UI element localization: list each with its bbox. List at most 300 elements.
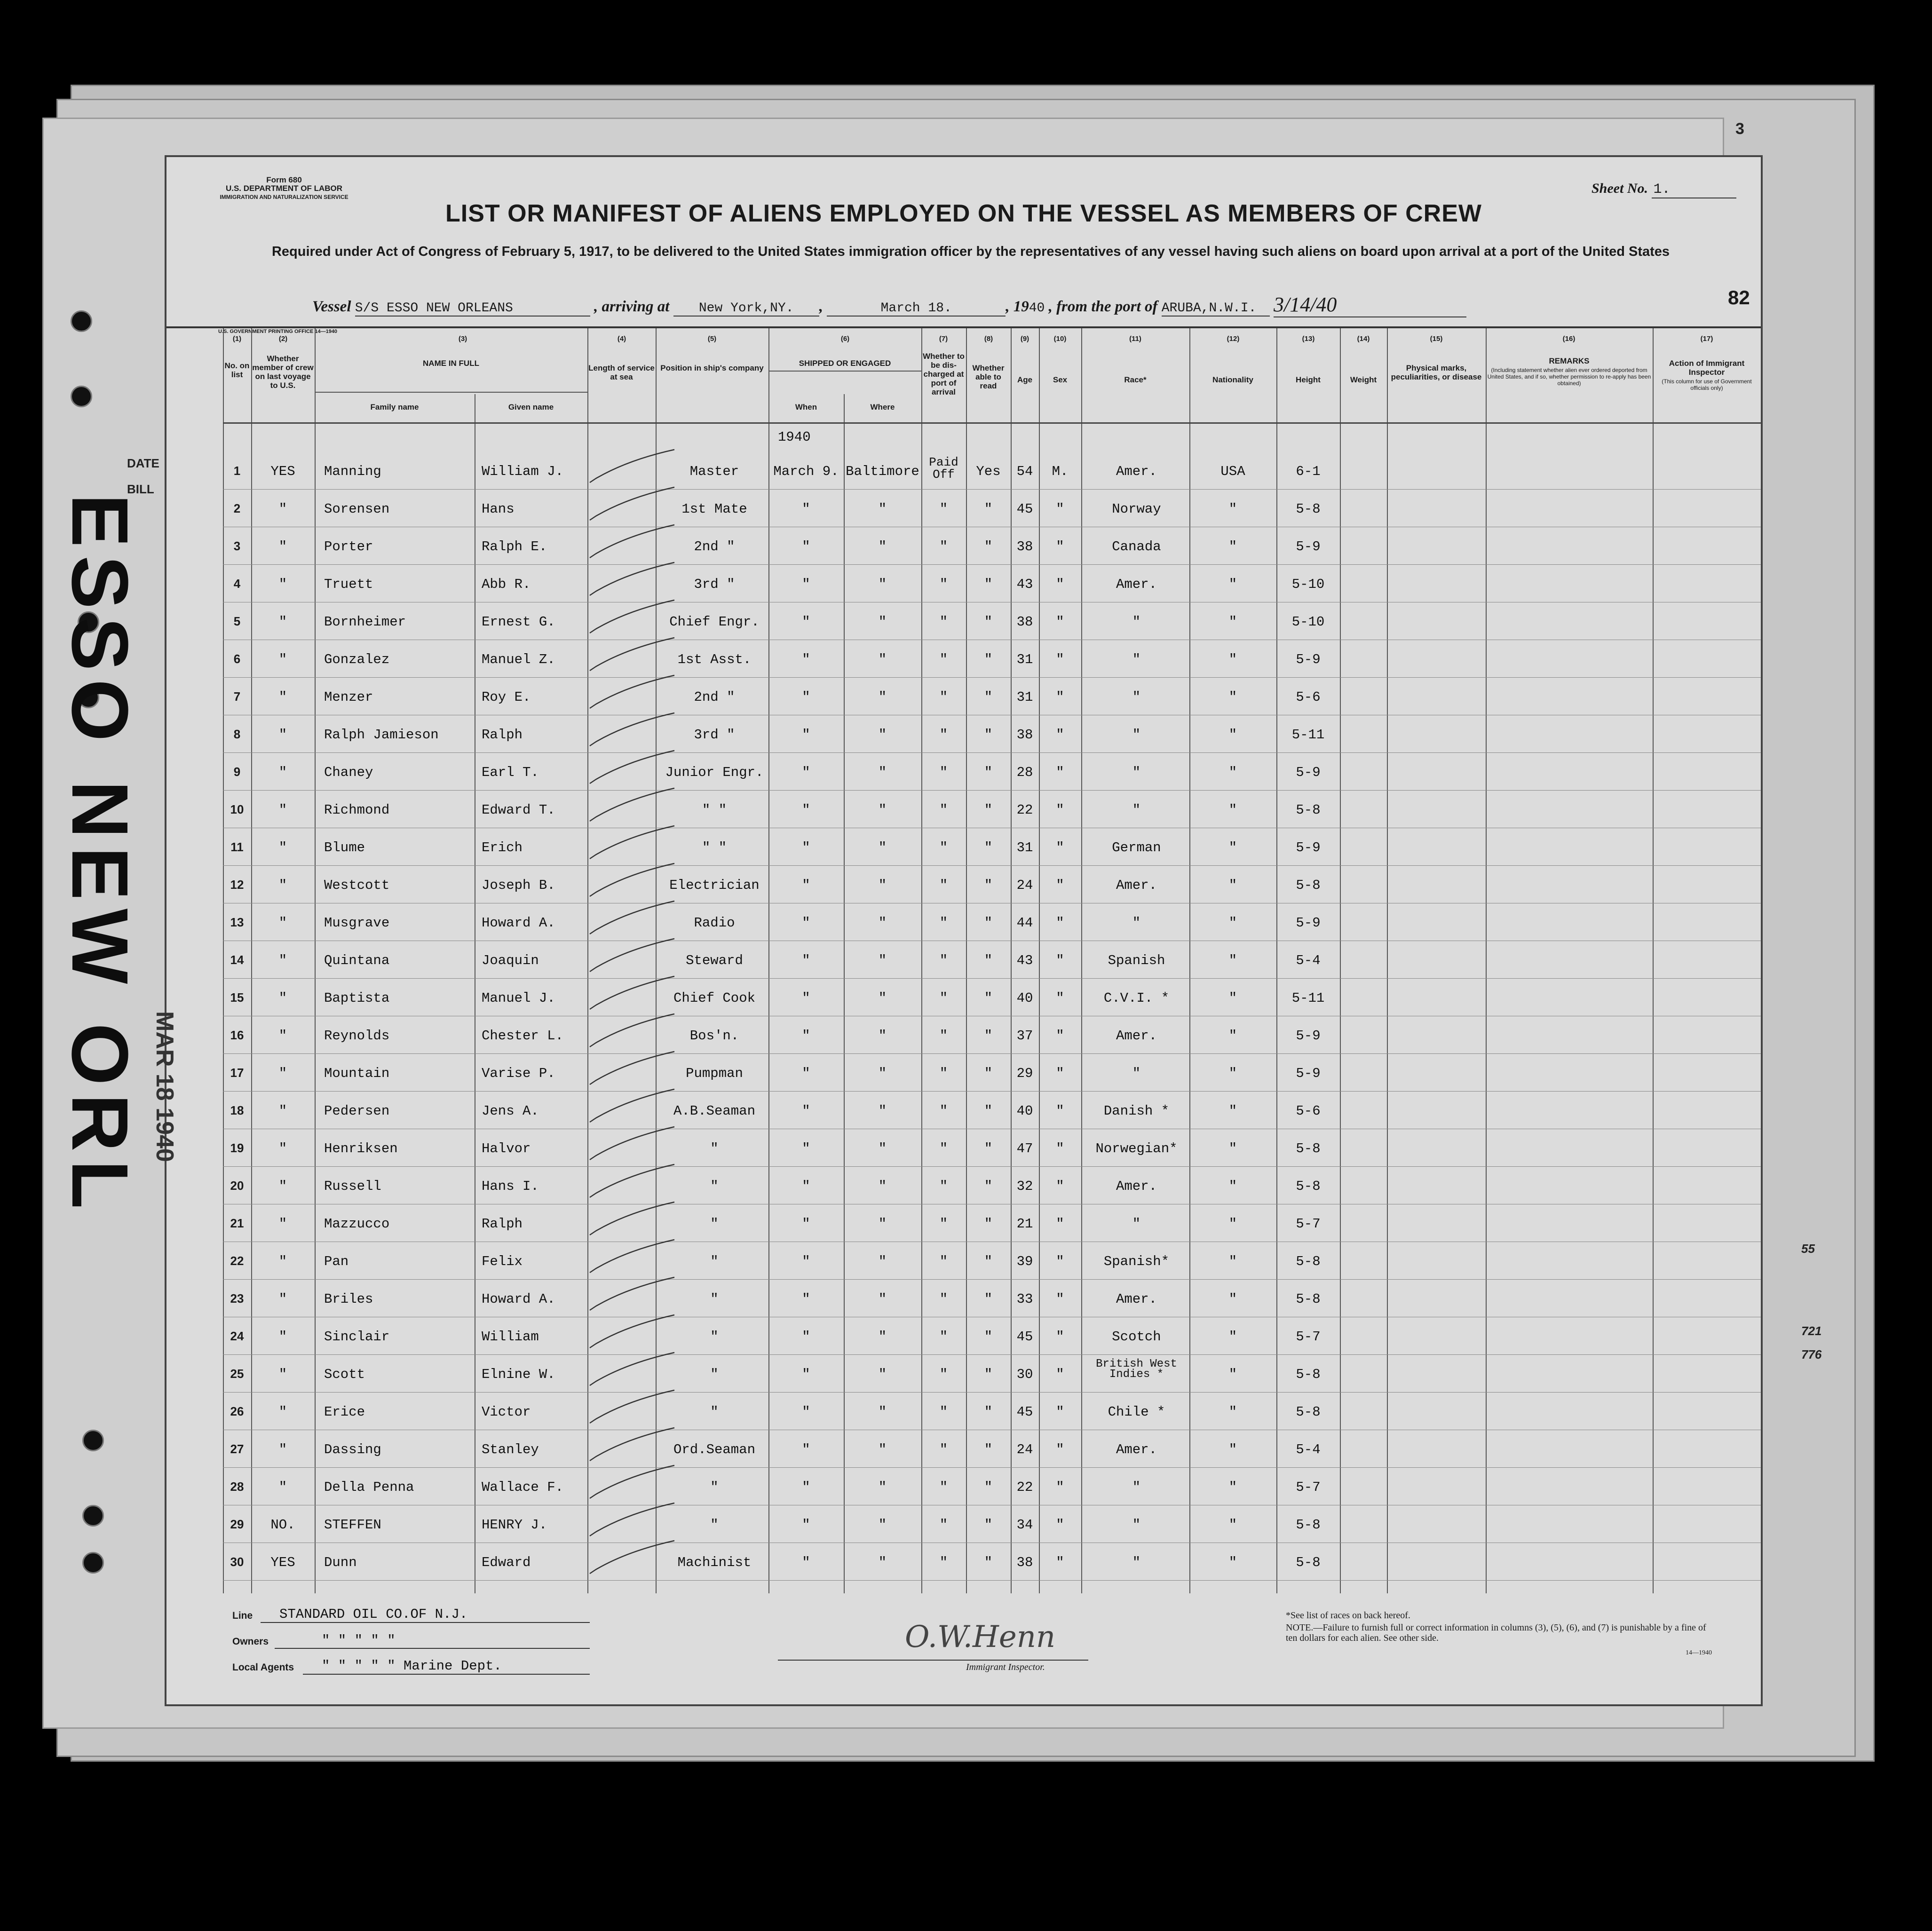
cell-height: 5-8 (1296, 1254, 1321, 1269)
cell-given: Halvor (482, 1141, 531, 1156)
cell-discharged: " (939, 1141, 948, 1156)
cell-read: " (984, 840, 993, 855)
cell-discharged: " (939, 727, 948, 743)
cell-age: 30 (1016, 1367, 1033, 1382)
cell-when: " (802, 1555, 810, 1570)
cell-sex: " (1056, 727, 1064, 743)
cell-given: HENRY J. (482, 1517, 547, 1533)
cell-when: " (802, 802, 810, 818)
column-header-position: Position in ship's company (660, 364, 764, 372)
cell-when: " (802, 765, 810, 780)
cell-where: " (878, 915, 887, 931)
cell-nationality: " (1228, 878, 1237, 893)
cell-given: Hans (482, 501, 515, 517)
cell-where: " (878, 652, 887, 667)
date-label: DATE (127, 456, 159, 470)
check-mark-icon (585, 1198, 679, 1241)
cell-race: German (1112, 840, 1161, 855)
column-number: (8) (984, 335, 993, 343)
cell-when: " (802, 1254, 810, 1269)
column-number: (5) (707, 335, 717, 343)
check-mark-icon (585, 521, 679, 563)
column-header-remarks-note: (Including statement whether alien ever ordered deported from United States, and if so, whether permission to re-apply has been obtained) (1487, 367, 1651, 387)
cell-height: 5-7 (1296, 1329, 1321, 1345)
row-number: 10 (230, 802, 244, 816)
check-mark-icon (585, 860, 679, 902)
cell-race: Amer. (1116, 577, 1157, 592)
cell-nationality: " (1228, 614, 1237, 630)
cell-height: 5-8 (1296, 1291, 1321, 1307)
cell-where: " (878, 1103, 887, 1119)
row-number: 30 (230, 1555, 244, 1569)
cell-given: Varise P. (482, 1066, 555, 1081)
column-header-age: Age (1017, 375, 1033, 384)
column-divider (1387, 328, 1388, 1593)
cell-position: 2nd " (694, 539, 735, 554)
column-number: (14) (1357, 335, 1370, 343)
row-divider (223, 489, 1761, 490)
column-number: (17) (1700, 335, 1713, 343)
cell-height: 5-9 (1296, 765, 1321, 780)
cell-nationality: " (1228, 689, 1237, 705)
cell-age: 29 (1016, 1066, 1033, 1081)
cell-read: " (984, 614, 993, 630)
cell-position: Electrician (669, 878, 760, 893)
cell-race: Danish * (1103, 1103, 1170, 1119)
cell-position: " (710, 1291, 719, 1307)
column-number: (10) (1053, 335, 1067, 343)
cell-member: " (278, 802, 287, 818)
cell-height: 5-8 (1296, 1179, 1321, 1194)
cell-discharged: " (939, 1367, 948, 1382)
cell-member: " (278, 1254, 287, 1269)
cell-when: " (802, 1404, 810, 1420)
cell-where: " (878, 1555, 887, 1570)
cell-height: 5-8 (1296, 1404, 1321, 1420)
column-header-where: Where (870, 403, 895, 412)
cell-nationality: " (1228, 1216, 1237, 1232)
cell-given: Chester L. (482, 1028, 564, 1044)
cell-position: Chief Engr. (669, 614, 760, 630)
cell-age: 24 (1016, 878, 1033, 893)
races-note: *See list of races on back hereof. (1286, 1610, 1410, 1621)
cell-sex: " (1056, 1254, 1064, 1269)
row-number: 4 (233, 577, 241, 591)
cell-nationality: " (1228, 1329, 1237, 1345)
row-number: 29 (230, 1517, 244, 1531)
cell-position: 2nd " (694, 689, 735, 705)
cell-when: " (802, 1141, 810, 1156)
cell-where: " (878, 727, 887, 743)
inspector-label: Immigrant Inspector. (966, 1662, 1045, 1672)
cell-where: " (878, 501, 887, 517)
cell-position: A.B.Seaman (673, 1103, 756, 1119)
cell-age: 32 (1016, 1179, 1033, 1194)
cell-nationality: " (1228, 915, 1237, 931)
cell-nationality: " (1228, 802, 1237, 818)
cell-race: " (1132, 1066, 1141, 1081)
cell-height: 5-7 (1296, 1480, 1321, 1495)
cell-read: " (984, 765, 993, 780)
row-divider (223, 1580, 1761, 1581)
cell-race: Amer. (1116, 1291, 1157, 1307)
column-divider (1486, 328, 1487, 1593)
check-mark-icon (585, 1311, 679, 1353)
cell-nationality: " (1228, 1367, 1237, 1382)
cell-race: British West Indies * (1096, 1358, 1177, 1381)
cell-discharged: " (939, 689, 948, 705)
cell-when: " (802, 614, 810, 630)
cell-height: 5-8 (1296, 501, 1321, 517)
check-mark-icon (585, 822, 679, 864)
cell-age: 47 (1016, 1141, 1033, 1156)
cell-nationality: " (1228, 1404, 1237, 1420)
cell-when: " (802, 1066, 810, 1081)
cell-where: " (878, 577, 887, 592)
handwritten-date: 3/14/40 (1274, 293, 1466, 317)
cell-discharged: " (939, 840, 948, 855)
cell-member: YES (270, 1555, 295, 1570)
cell-position: Chief Cook (673, 990, 756, 1006)
column-header-able-read: Whether able to read (972, 364, 1005, 390)
cell-nationality: " (1228, 652, 1237, 667)
check-mark-icon (585, 672, 679, 714)
cell-sex: " (1056, 1517, 1064, 1533)
check-mark-icon (585, 784, 679, 827)
cell-discharged: " (939, 1254, 948, 1269)
cell-family: Mazzucco (324, 1216, 390, 1232)
cell-read: " (984, 1517, 993, 1533)
cell-age: 37 (1016, 1028, 1033, 1044)
cell-race: " (1132, 802, 1141, 818)
check-mark-icon (585, 634, 679, 676)
cell-where: " (878, 840, 887, 855)
cell-discharged: " (939, 765, 948, 780)
cell-age: 31 (1016, 840, 1033, 855)
row-number: 14 (230, 953, 244, 967)
cell-race: Scotch (1112, 1329, 1161, 1345)
binder-hole (82, 1552, 104, 1574)
row-number: 5 (233, 614, 241, 628)
inspector-underline (778, 1660, 1088, 1661)
column-header-discharged: Whether to be dis-charged at port of arrival (923, 352, 965, 396)
cell-sex: " (1056, 501, 1064, 517)
column-header-remarks: REMARKS (1549, 356, 1590, 365)
cell-when: " (802, 727, 810, 743)
row-number: 15 (230, 990, 244, 1005)
cell-race: Spanish (1108, 953, 1165, 968)
row-number: 20 (230, 1179, 244, 1193)
cell-given: Howard A. (482, 1291, 555, 1307)
cell-sex: " (1056, 577, 1064, 592)
cell-sex: " (1056, 1028, 1064, 1044)
row-divider (223, 790, 1761, 791)
row-number: 22 (230, 1254, 244, 1268)
cell-age: 45 (1016, 1404, 1033, 1420)
cell-height: 5-9 (1296, 915, 1321, 931)
row-number: 11 (230, 840, 244, 854)
cell-age: 22 (1016, 802, 1033, 818)
cell-sex: " (1056, 1442, 1064, 1457)
column-header-action-note: (This column for use of Government officials only) (1662, 378, 1752, 391)
cell-age: 28 (1016, 765, 1033, 780)
cell-discharged: " (939, 1404, 948, 1420)
cell-given: Felix (482, 1254, 523, 1269)
cell-where: " (878, 1404, 887, 1420)
cell-when: " (802, 1179, 810, 1194)
year-suffix: 40 (1029, 301, 1045, 316)
cell-race: C.V.I. * (1103, 990, 1170, 1006)
cell-race: Norway (1112, 501, 1161, 517)
row-number: 9 (233, 765, 241, 779)
column-number: (16) (1562, 335, 1576, 343)
cell-race: " (1132, 1216, 1141, 1232)
check-mark-icon (585, 559, 679, 601)
check-mark-icon (585, 446, 679, 488)
year-note: 1940 (778, 429, 811, 445)
cell-position: Radio (694, 915, 735, 931)
cell-discharged: " (939, 652, 948, 667)
cell-where: " (878, 878, 887, 893)
row-divider (223, 1354, 1761, 1355)
cell-given: Manuel Z. (482, 652, 555, 667)
check-mark-icon (585, 1048, 679, 1090)
cell-family: Sorensen (324, 501, 390, 517)
cell-sex: " (1056, 614, 1064, 630)
cell-where: " (878, 689, 887, 705)
arrival-date: March 18. (827, 301, 1006, 317)
cell-height: 5-10 (1291, 614, 1325, 630)
cell-given: Howard A. (482, 915, 555, 931)
row-number: 23 (230, 1291, 244, 1306)
print-code: 14—1940 (1686, 1649, 1712, 1656)
cell-member: " (278, 689, 287, 705)
check-mark-icon (585, 1010, 679, 1053)
cell-given: Roy E. (482, 689, 531, 705)
row-divider (223, 1467, 1761, 1468)
cell-sex: " (1056, 1555, 1064, 1570)
name-subheader-line (315, 392, 587, 393)
column-number: (4) (617, 335, 626, 343)
cell-member: " (278, 840, 287, 855)
column-header-weight: Weight (1350, 375, 1377, 384)
cell-family: Ralph Jamieson (324, 727, 439, 743)
cell-family: Briles (324, 1291, 373, 1307)
cell-nationality: " (1228, 1254, 1237, 1269)
cell-family: Pedersen (324, 1103, 390, 1119)
header-divider (223, 422, 1761, 424)
cell-member: " (278, 614, 287, 630)
binder-hole (82, 1430, 104, 1451)
row-divider (223, 1053, 1761, 1054)
cell-age: 24 (1016, 1442, 1033, 1457)
column-header-when: When (795, 403, 817, 412)
cell-given: Ralph (482, 1216, 523, 1232)
row-number: 8 (233, 727, 241, 741)
column-divider (1653, 328, 1654, 1593)
column-number: (15) (1430, 335, 1443, 343)
check-mark-icon (585, 709, 679, 752)
form-header (214, 176, 355, 201)
cell-read: " (984, 915, 993, 931)
cell-sex: " (1056, 990, 1064, 1006)
column-number: (3) (458, 335, 467, 343)
check-mark-icon (585, 747, 679, 789)
cell-family: Sinclair (324, 1329, 390, 1345)
row-number: 16 (230, 1028, 244, 1042)
cell-member: " (278, 990, 287, 1006)
cell-nationality: " (1228, 501, 1237, 517)
cell-member: " (278, 878, 287, 893)
cell-when: " (802, 501, 810, 517)
cell-when: " (802, 840, 810, 855)
cell-sex: " (1056, 953, 1064, 968)
cell-discharged: " (939, 1291, 948, 1307)
page-title: LIST OR MANIFEST OF ALIENS EMPLOYED ON THE VESSEL AS MEMBERS OF CREW (445, 200, 1482, 227)
row-number: 1 (233, 464, 241, 478)
cell-race: Amer. (1116, 878, 1157, 893)
cell-given: Erich (482, 840, 523, 855)
cell-position: 1st Mate (681, 501, 747, 517)
cell-nationality: " (1228, 539, 1237, 554)
cell-read: " (984, 1141, 993, 1156)
cell-nationality: " (1228, 1442, 1237, 1457)
cell-nationality: " (1228, 1179, 1237, 1194)
cell-discharged: " (939, 501, 948, 517)
cell-family: Manning (324, 464, 381, 479)
cell-where: Baltimore (846, 464, 919, 479)
cell-sex: " (1056, 1179, 1064, 1194)
cell-read: " (984, 802, 993, 818)
cell-race: Amer. (1116, 1442, 1157, 1457)
cell-read: " (984, 1216, 993, 1232)
cell-position: Junior Engr. (665, 765, 764, 780)
cell-family: Truett (324, 577, 373, 592)
cell-member: " (278, 953, 287, 968)
cell-family: Erice (324, 1404, 365, 1420)
cell-read: " (984, 1480, 993, 1495)
cell-read: " (984, 1404, 993, 1420)
cell-position: Machinist (677, 1555, 752, 1570)
cell-member: " (278, 1066, 287, 1081)
cell-where: " (878, 1179, 887, 1194)
cell-sex: " (1056, 652, 1064, 667)
cell-when: " (802, 915, 810, 931)
column-header-race: Race* (1124, 375, 1147, 384)
cell-nationality: " (1228, 1291, 1237, 1307)
cell-sex: " (1056, 689, 1064, 705)
cell-height: 5-11 (1291, 990, 1325, 1006)
cell-read: " (984, 577, 993, 592)
cell-discharged: " (939, 1442, 948, 1457)
cell-position: " " (702, 840, 727, 855)
cell-age: 45 (1016, 1329, 1033, 1345)
cell-when: " (802, 1329, 810, 1345)
cell-height: 5-9 (1296, 840, 1321, 855)
cell-given: William (482, 1329, 539, 1345)
cell-given: Elnine W. (482, 1367, 555, 1382)
vessel-stamp: ESSO NEW ORL (55, 494, 144, 1218)
cell-race: " (1132, 1555, 1141, 1570)
cell-sex: " (1056, 1291, 1064, 1307)
cell-given: Ernest G. (482, 614, 555, 630)
cell-family: Russell (324, 1179, 381, 1194)
column-number: (1) (232, 335, 242, 343)
cell-height: 5-6 (1296, 689, 1321, 705)
row-number: 17 (230, 1066, 244, 1080)
bill-label: BILL (127, 482, 154, 496)
cell-family: Baptista (324, 990, 390, 1006)
vessel-label: Vessel (312, 298, 351, 315)
row-divider (223, 865, 1761, 866)
cell-height: 5-9 (1296, 1028, 1321, 1044)
sheet-label: Sheet No. (1592, 181, 1648, 196)
cell-age: 40 (1016, 1103, 1033, 1119)
cell-nationality: " (1228, 1028, 1237, 1044)
cell-discharged: " (939, 915, 948, 931)
row-divider (223, 1091, 1761, 1092)
cell-read: " (984, 1103, 993, 1119)
cell-where: " (878, 1329, 887, 1345)
cell-given: Edward T. (482, 802, 555, 818)
check-mark-icon (585, 1236, 679, 1278)
row-number: 13 (230, 915, 244, 929)
cell-when: " (802, 1291, 810, 1307)
column-header-physical-marks: Physical marks, peculiarities, or disease (1391, 364, 1482, 381)
from-label: , from the port of (1048, 298, 1158, 315)
cell-height: 5-8 (1296, 1141, 1321, 1156)
cell-nationality: " (1228, 1555, 1237, 1570)
cell-read: " (984, 1179, 993, 1194)
check-mark-icon (585, 596, 679, 639)
cell-where: " (878, 953, 887, 968)
cell-given: Manuel J. (482, 990, 555, 1006)
cell-when: " (802, 1103, 810, 1119)
cell-member: " (278, 1179, 287, 1194)
cell-given: Ralph E. (482, 539, 547, 554)
cell-height: 5-8 (1296, 1367, 1321, 1382)
inspector-signature: O.W.Henn (905, 1620, 1056, 1654)
crew-table (166, 326, 1761, 1593)
cell-where: " (878, 1254, 887, 1269)
cell-sex: " (1056, 1216, 1064, 1232)
cell-discharged: " (939, 1329, 948, 1345)
cell-where: " (878, 1028, 887, 1044)
cell-sex: " (1056, 1329, 1064, 1345)
cell-where: " (878, 1066, 887, 1081)
cell-read: " (984, 1367, 993, 1382)
cell-member: " (278, 1141, 287, 1156)
cell-discharged: " (939, 1179, 948, 1194)
cell-position: 3rd " (694, 727, 735, 743)
check-mark-icon (585, 1274, 679, 1316)
page-number: 82 (1728, 286, 1750, 309)
cell-where: " (878, 614, 887, 630)
cell-discharged: " (939, 802, 948, 818)
cell-sex: " (1056, 1404, 1064, 1420)
cell-read: " (984, 1254, 993, 1269)
check-mark-icon (585, 1462, 679, 1504)
cell-read: " (984, 501, 993, 517)
cell-discharged: " (939, 1555, 948, 1570)
cell-race: Chile * (1108, 1404, 1165, 1420)
column-header-no-on-list: No. on list (224, 361, 250, 379)
cell-height: 5-9 (1296, 652, 1321, 667)
cell-race: Amer. (1116, 1179, 1157, 1194)
vessel-name: S/S ESSO NEW ORLEANS (355, 301, 590, 317)
cell-member: YES (270, 464, 295, 479)
cell-member: " (278, 1329, 287, 1345)
